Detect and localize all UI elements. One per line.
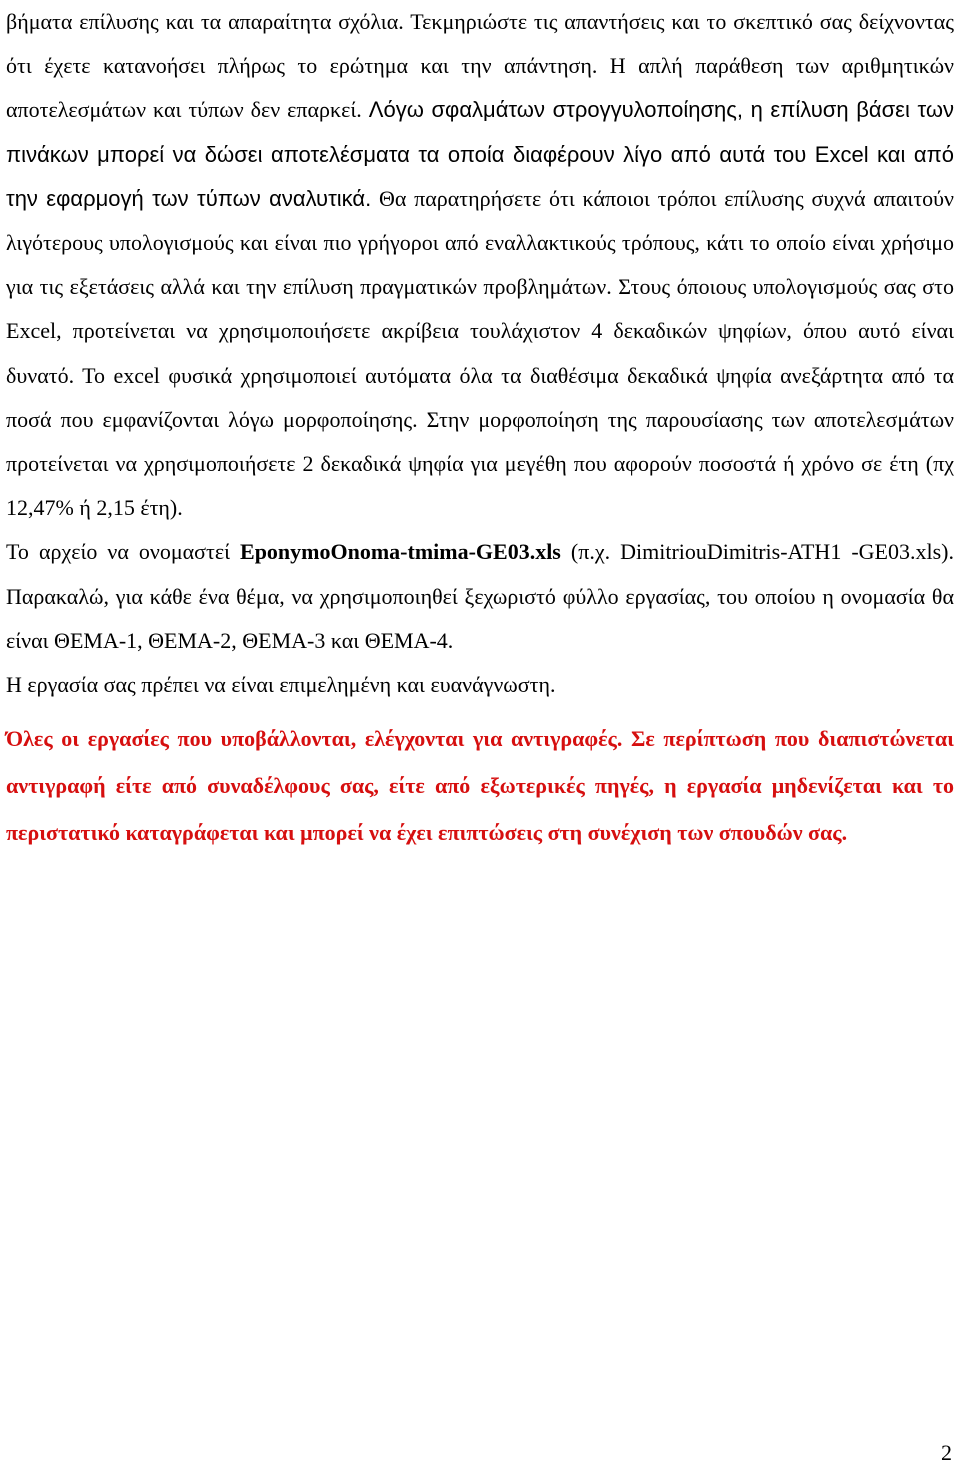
filename-intro: Το αρχείο να ονομαστεί (6, 539, 241, 565)
presentation-paragraph: Η εργασία σας πρέπει να είναι επιμελημένη και ευανάγνωστη. (6, 672, 556, 698)
filename-paragraph (6, 530, 954, 663)
rounding-note: Λόγω σφαλμάτων στρογγυλοποίησης, η επίλυση βάσει των πινάκων μπορεί να δώσει αποτελέσματα τα οποία διαφέρουν λίγο από αυτά του Excel και από την εφαρμογή των τύπων αναλυτικά. (6, 97, 954, 211)
filename-pattern: EponymoOnoma-tmima-GE03.xls (240, 539, 561, 565)
instructions-paragraph (6, 0, 954, 530)
document-page (6, 0, 954, 856)
plagiarism-warning: Όλες οι εργασίες που υποβάλλονται, ελέγχονται για αντιγραφές. Σε περίπτωση που διαπιστώνεται αντιγραφή είτε από συναδέλφους σας, είτε από εξωτερικές πηγές, η εργασία μηδενίζεται και το περιστατικό καταγράφεται και μπορεί να έχει επιπτώσεις στη συνέχιση των σπουδών σας. (6, 726, 954, 846)
precision-note: Στους όποιους υπολογισμούς σας στο Excel, προτείνεται να χρησιμοποιήσετε ακρίβεια τουλάχιστον 4 δεκαδικών ψηφίων, όπου αυτό είναι δυνατό. Το excel φυσικά χρησιμοποιεί αυτόματα όλα τα διαθέσιμα δεκαδικά ψηφία ανεξάρτητα από τα ποσά που εμφανίζονται λόγω μορφοποίησης. Στην μορφοποίηση της παρουσίασης των αποτελεσμάτων προτείνεται να χρησιμοποιήσετε 2 δεκαδικά ψηφία για μεγέθη που αφορούν ποσοστά ή χρόνο σε έτη (πχ 12,47% ή 2,15 έτη). (6, 274, 954, 521)
methods-note: Θα παρατηρήσετε ότι κάποιοι τρόποι επίλυσης συχνά απαιτούν λιγότερους υπολογισμούς και είναι πιο γρήγοροι από εναλλακτικούς τρόπους, κάτι το οποίο είναι χρήσιμο για τις εξετάσεις αλλά και την επίλυση πραγματικών προβλημάτων. (6, 185, 955, 300)
page-number: 2 (941, 1440, 952, 1465)
filename-example: (π.χ. DimitriouDimitris-ATH1 -GE03.xls). Παρακαλώ, για κάθε ένα θέμα, να χρησιμοποιηθεί ξεχωριστό φύλλο εργασίας, του οποίου η ονομασία θα είναι ΘΕΜΑ-1, ΘΕΜΑ-2, ΘΕΜΑ-3 και ΘΕΜΑ-4. (6, 539, 954, 653)
instructions-intro: βήματα επίλυσης και τα απαραίτητα σχόλια. Τεκμηριώστε τις απαντήσεις και το σκεπτικό σας δείχνοντας ότι έχετε κατανοήσει πλήρως το ερώτημα και την απάντηση. Η απλή παράθεση των αριθμητικών αποτελεσμάτων και τύπων δεν επαρκεί. (6, 9, 954, 123)
